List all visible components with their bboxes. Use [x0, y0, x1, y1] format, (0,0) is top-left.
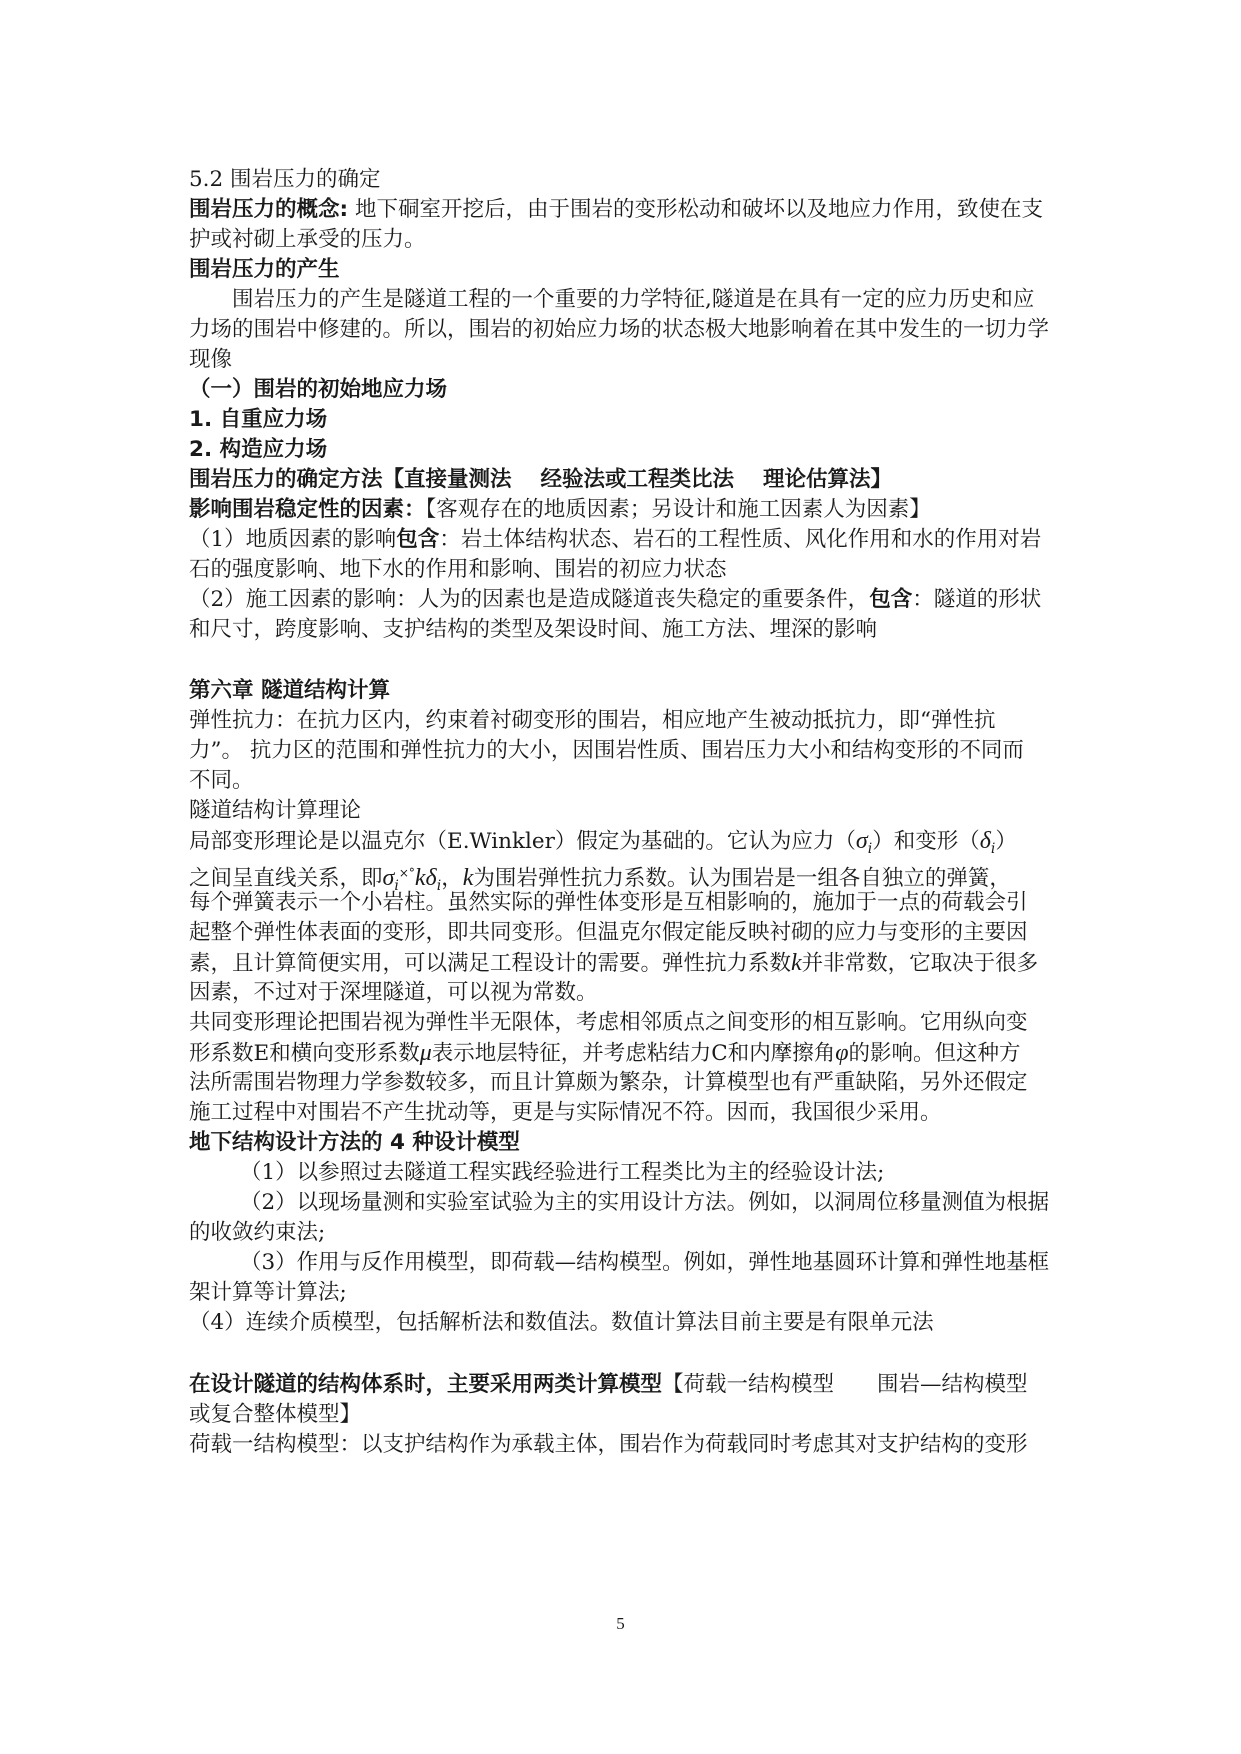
- math-subscript: i: [394, 878, 399, 894]
- math-symbol: φ: [835, 1040, 849, 1066]
- paragraph-line: 围岩压力的产生是隧道工程的一个重要的力学特征,隧道是在具有一定的应力历史和应: [232, 287, 1035, 312]
- chapter-heading: 第六章 隧道结构计算: [189, 678, 390, 703]
- paragraph-line: 因素，不过对于深埋隧道，可以视为常数。: [189, 980, 598, 1005]
- paragraph-line: 现像: [189, 347, 233, 372]
- math-symbol: μ: [419, 1040, 432, 1066]
- math-subscript: i: [436, 878, 442, 894]
- text-span: 之间呈直线关系，即: [189, 866, 383, 891]
- paragraph-line: 共同变形理论把围岩视为弹性半无限体，考虑相邻质点之间变形的相互影响。它用纵向变: [189, 1010, 1028, 1035]
- text-span: （1）地质因素的影响: [189, 527, 397, 552]
- math-symbol: σ: [382, 865, 395, 891]
- term-label: 围岩压力的概念:: [189, 197, 349, 222]
- text-span: 素，且计算简便实用，可以满足工程设计的需要。弹性抗力系数: [189, 951, 792, 976]
- text-span: （2）施工因素的影响：人为的因素也是造成隧道丧失稳定的重要条件，: [189, 587, 870, 612]
- paragraph-line: [189, 1038, 1059, 1068]
- bold-span: 包含: [869, 587, 913, 612]
- bold-span: 包含: [396, 527, 440, 552]
- section-heading-5-2: 5.2 围岩压力的确定: [189, 167, 381, 192]
- paragraph-line: 荷载一结构模型：以支护结构作为承载主体，围岩作为荷载同时考虑其对支护结构的变形: [189, 1432, 1028, 1457]
- subheading: 地下结构设计方法的 4 种设计模型: [189, 1130, 520, 1155]
- paragraph-line: 和尺寸，跨度影响、支护结构的类型及架设时间、施工方法、埋深的影响: [189, 617, 878, 642]
- paragraph-line: [189, 495, 1059, 525]
- paragraph-line: [189, 948, 1059, 978]
- math-symbol: k: [791, 950, 802, 976]
- paragraph-line: 每个弹簧表示一个小岩柱。虽然实际的弹性体变形是互相影响的，施加于一点的荷载会引: [189, 890, 1028, 915]
- math-glyph: ×°: [398, 866, 415, 880]
- text-span: 局部变形理论是以温克尔（E.Winkler）假定为基础的。它认为应力（: [189, 829, 856, 854]
- text-span: 并非常数，它取决于很多: [801, 951, 1039, 976]
- text-span: ：岩土体结构状态、岩石的工程性质、风化作用和水的作用对岩: [439, 527, 1042, 552]
- paragraph-line: 隧道结构计算理论: [189, 798, 362, 823]
- math-subscript: i: [990, 841, 996, 857]
- math-symbol: δ: [979, 828, 991, 854]
- page-number: 5: [616, 1614, 625, 1633]
- subheading: 1. 自重应力场: [189, 407, 328, 432]
- list-item: （3）作用与反作用模型，即荷载—结构模型。例如，弹性地基圆环计算和弹性地基框: [240, 1250, 1050, 1275]
- paragraph-line: 弹性抗力：在抗力区内，约束着衬砌变形的围岩，相应地产生被动抵抗力，即“弹性抗: [189, 708, 996, 733]
- paragraph-line: 施工过程中对围岩不产生扰动等，更是与实际情况不符。因而，我国很少采用。: [189, 1100, 942, 1125]
- text-span: 【荷载一结构模型 围岩—结构模型: [662, 1372, 1028, 1397]
- bold-span: 在设计隧道的结构体系时，主要采用两类计算模型: [189, 1372, 663, 1397]
- text-span: 表示地层特征，并考虑粘结力C和内摩擦角: [431, 1041, 836, 1066]
- math-symbol: σ: [855, 828, 868, 854]
- paragraph-line: [189, 1370, 1059, 1400]
- paragraph-line: 护或衬砌上承受的压力。: [189, 227, 426, 252]
- paragraph-line: 或复合整体模型】: [189, 1402, 362, 1427]
- subheading: 围岩压力的确定方法【直接量测法 经验法或工程类比法 理论估算法】: [189, 467, 892, 492]
- text-span: 的影响。但这种方: [848, 1041, 1021, 1066]
- text-span: 地下硐室开挖后，由于围岩的变形松动和破坏以及地应力作用，致使在支: [348, 197, 1043, 222]
- paragraph-line: 石的强度影响、地下水的作用和影响、围岩的初应力状态: [189, 557, 727, 582]
- paragraph-line: 起整个弹性体表面的变形，即共同变形。但温克尔假定能反映衬砌的应力与变形的主要因: [189, 920, 1028, 945]
- list-item: 的收敛约束法;: [189, 1220, 326, 1245]
- subheading: （一）围岩的初始地应力场: [189, 377, 448, 402]
- paragraph-line: 不同。: [189, 768, 254, 793]
- list-item: （4）连续介质模型，包括解析法和数值法。数值计算法目前主要是有限单元法: [189, 1310, 934, 1335]
- paragraph-line: 力”。 抗力区的范围和弹性抗力的大小，因围岩性质、围岩压力大小和结构变形的不同而: [189, 738, 1024, 763]
- list-item: （2）以现场量测和实验室试验为主的实用设计方法。例如，以洞周位移量测值为根据: [240, 1190, 1050, 1215]
- math-subscript: i: [867, 841, 873, 857]
- paragraph-line: [189, 826, 1059, 856]
- paragraph-line: [189, 858, 1059, 894]
- subheading: 2. 构造应力场: [189, 437, 328, 462]
- text-span: 【客观存在的地质因素；另设计和施工因素人为因素】: [425, 497, 931, 522]
- subheading: 围岩压力的产生: [189, 257, 340, 282]
- paragraph-line: 法所需围岩物理力学参数较多，而且计算颇为繁杂，计算模型也有严重缺陷，另外还假定: [189, 1070, 1028, 1095]
- paragraph-line: [189, 585, 1059, 615]
- list-item: （1）以参照过去隧道工程实践经验进行工程类比为主的经验设计法;: [240, 1160, 885, 1185]
- math-symbol: k: [462, 865, 474, 891]
- text-span: 形系数E和横向变形系数: [189, 1041, 420, 1066]
- math-symbol: kδ: [414, 865, 437, 891]
- paragraph-line: [189, 195, 1059, 225]
- term-label: 影响围岩稳定性的因素：: [189, 497, 426, 522]
- paragraph-line: [189, 525, 1059, 555]
- text-span: 为围岩弹性抗力系数。认为围岩是一组各自独立的弹簧，: [473, 866, 1011, 891]
- text-span: ：隧道的形状: [912, 587, 1042, 612]
- text-span: ）和变形（: [872, 829, 980, 854]
- list-item: 架计算等计算法;: [189, 1280, 347, 1305]
- text-span: ）: [995, 829, 1017, 854]
- text-span: ，: [441, 866, 463, 891]
- paragraph-line: 力场的围岩中修建的。所以，围岩的初始应力场的状态极大地影响着在其中发生的一切力学: [189, 317, 1050, 342]
